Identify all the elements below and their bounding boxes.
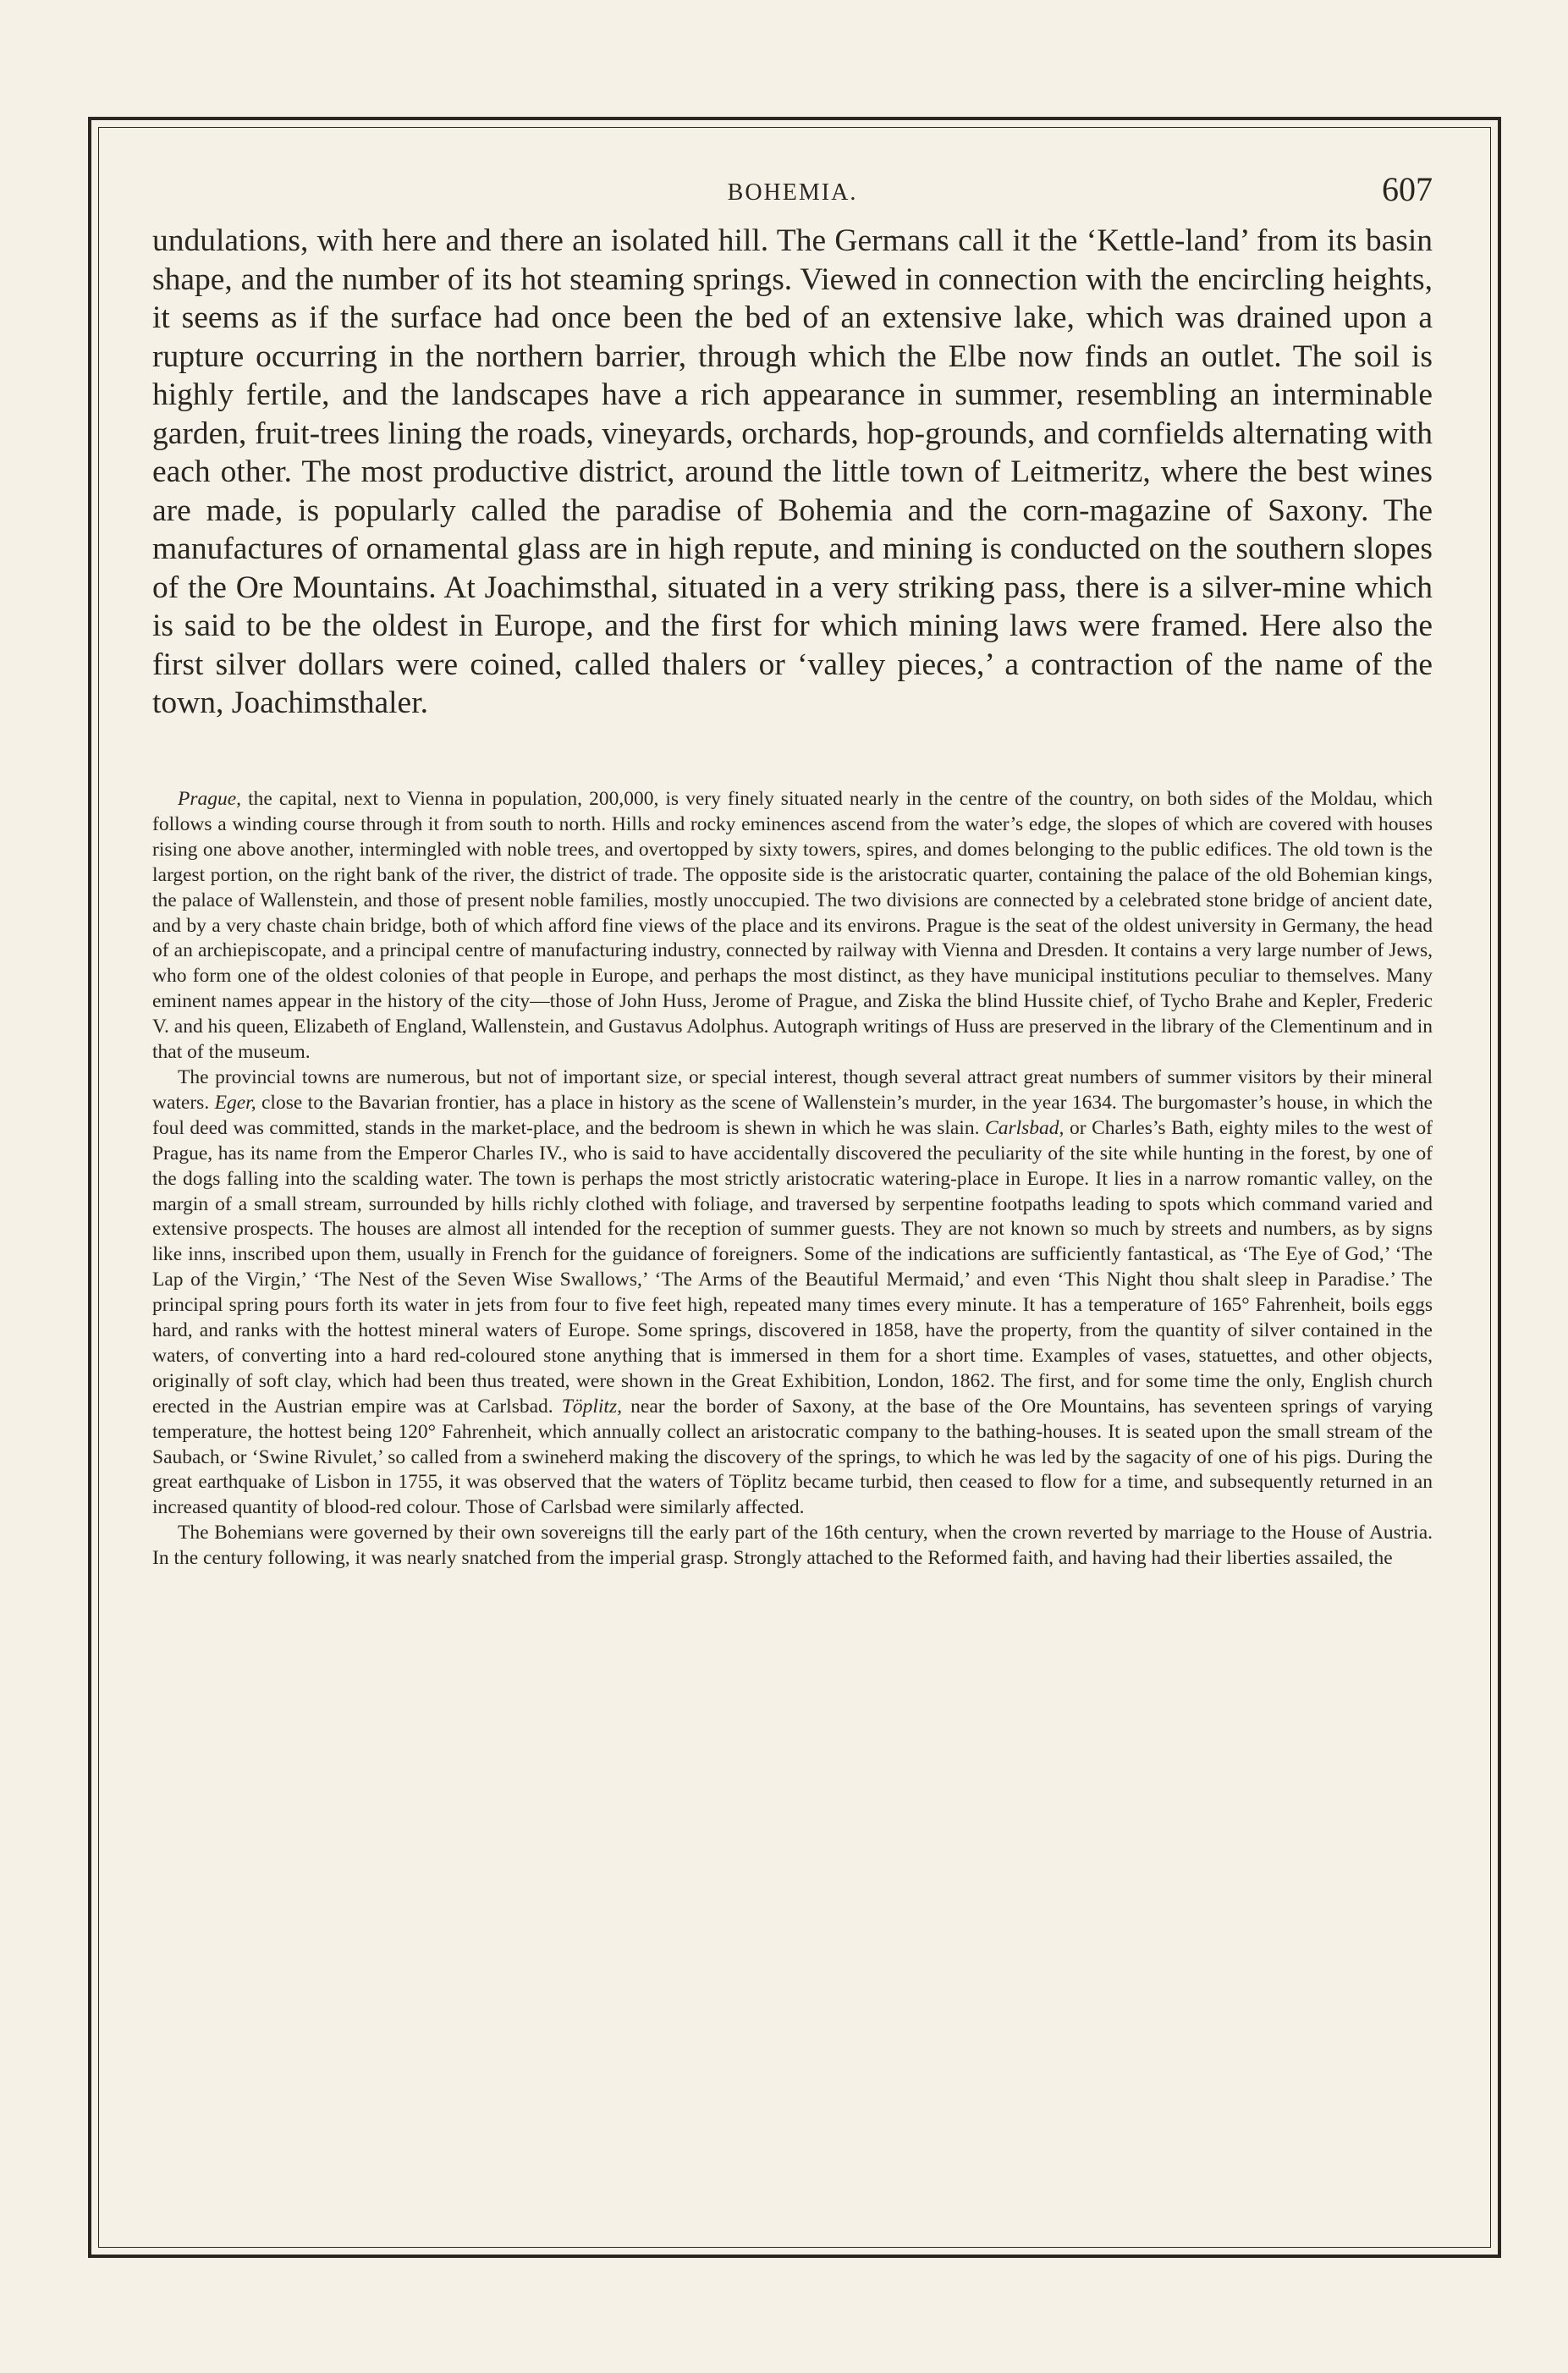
- provincial-text-2: close to the Bavarian frontier, has a place in history as the scene of Wallenstein’s murder, in the year 1634. The burgomaster’s house, in which the foul deed was committed, stands in the market-place, and the bedroom is shewn in which he was slain.: [152, 1091, 1433, 1139]
- provincial-text-3: or Charles’s Bath, eighty miles to the west of Prague, has its name from the Emperor Charles IV., who is said to have accidentally discovered the peculiarity of the site while hunting in the forest, by one of the dogs falling into the scalding water. The town is perhaps the most strictly aristocratic watering-place in Europe. It lies in a narrow romantic valley, on the margin of a small stream, surrounded by hills richly clothed with foliage, and traversed by serpentine footpaths leading to spots which command varied and extensive prospects. The houses are almost all intended for the reception of summer guests. They are not known so much by streets and numbers, as by signs like inns, inscribed upon them, usually in French for the guidance of foreigners. Some of the indications are sufficiently fantastical, as ‘The Eye of God,’ ‘The Lap of the Virgin,’ ‘The Nest of the Seven Wise Swallows,’ ‘The Arms of the Beautiful Mermaid,’ and even ‘This Night thou shalt sleep in Paradise.’ The principal spring pours forth its water in jets from four to five feet high, repeated many times every minute. It has a temperature of 165° Fahrenheit, boils eggs hard, and ranks with the hottest mineral waters of Europe. Some springs, discovered in 1858, have the property, from the quantity of silver contained in the waters, of converting into a hard red-coloured stone anything that is immersed in them for a short time. Examples of vases, statuettes, and other objects, originally of soft clay, which had been thus treated, were shown in the Great Exhibition, London, 1862. The first, and for some time the only, English church erected in the Austrian empire was at Carlsbad.: [152, 1116, 1433, 1418]
- term-prague: Prague,: [178, 788, 242, 810]
- term-eger: Eger,: [214, 1091, 256, 1114]
- provincial-text-4: near the border of Saxony, at the base of the Ore Mountains, has seventeen springs of varying temperature, the hottest being 120° Fahrenheit, which annually collect an aristocratic company to the bathing-houses. It is seated upon the small stream of the Saubach, or ‘Swine Rivulet,’ so called from a swineherd making the discovery of the springs, to which he was led by the sagacity of one of his pigs. During the great earthquake of Lisbon in 1755, it was observed that the waters of Töplitz became turbid, then ceased to flow for a time, and subsequently returned in an increased quantity of blood-red colour. Those of Carlsbad were similarly affected.: [152, 1395, 1433, 1519]
- page-header: [152, 166, 1433, 217]
- paragraph-history: The Bohemians were governed by their own sovereigns till the early part of the 16th century, when the crown reverted by marriage to the House of Austria. In the century following, it was nearly snatched from the imperial grasp. Strongly attached to the Reformed faith, and having had their liberties assailed, the: [152, 1522, 1433, 1570]
- paragraph-provincial-towns: [152, 1065, 1433, 1521]
- term-carlsbad: Carlsbad,: [985, 1116, 1065, 1139]
- prague-text: the capital, next to Vienna in population, 200,000, is very finely situated nearly in the centre of the country, on both sides of the Moldau, which follows a winding course through it from south to north. Hills and rocky eminences ascend from the water’s edge, the slopes of which are covered with houses rising one above another, intermingled with noble trees, and overtopped by sixty towers, spires, and domes belonging to the public edifices. The old town is the largest portion, on the right bank of the river, the district of trade. The opposite side is the aristocratic quarter, containing the palace of the old Bohemian kings, the palace of Wallenstein, and those of present noble families, mostly unoccupied. The two divisions are connected by a celebrated stone bridge of ancient date, and by a very chaste chain bridge, both of which afford fine views of the place and its environs. Prague is the seat of the oldest university in Germany, the head of an archiepiscopate, and a principal centre of manufacturing industry, connected by railway with Vienna and Dresden. It contains a very large number of Jews, who form one of the oldest colonies of that people in Europe, and perhaps the most distinct, as they have municipal institutions peculiar to themselves. Many eminent names appear in the history of the city—those of John Huss, Jerome of Prague, and Ziska the blind Hussite chief, of Tycho Brahe and Kepler, Frederic V. and his queen, Elizabeth of England, Wallenstein, and Gustavus Adolphus. Autograph writings of Huss are preserved in the library of the Clementinum and in that of the museum.: [152, 788, 1433, 1064]
- term-toplitz: Töplitz,: [561, 1395, 622, 1418]
- body-text: [152, 787, 1433, 1572]
- paragraph-prague: [152, 787, 1433, 1065]
- provincial-text-1: The provincial towns are numerous, but not of important size, or special interest, though several attract great numbers of summer visitors by their mineral waters.: [152, 1065, 1433, 1114]
- lead-paragraph: undulations, with here and there an isolated hill. The Germans call it the ‘Kettle-land’ from its basin shape, and the number of its hot steaming springs. Viewed in connection with the encircling heights, it seems as if the surface had once been the bed of an extensive lake, which was drained upon a rupture occurring in the northern barrier, through which the Elbe now finds an outlet. The soil is highly fertile, and the landscapes have a rich appearance in summer, resembling an interminable garden, fruit-trees lining the roads, vineyards, orchards, hop-grounds, and cornfields alternating with each other. The most productive district, around the little town of Leitmeritz, where the best wines are made, is popularly called the paradise of Bohemia and the corn-magazine of Saxony. The manufactures of ornamental glass are in high repute, and mining is conducted on the southern slopes of the Ore Mountains. At Joachimsthal, situated in a very striking pass, there is a silver-mine which is said to be the oldest in Europe, and the first for which mining laws were framed. Here also the first silver dollars were coined, called thalers or ‘valley pieces,’ a contraction of the name of the town, Joachimsthaler.: [152, 223, 1433, 720]
- running-head: BOHEMIA.: [727, 179, 858, 206]
- page-number: 607: [1382, 170, 1433, 208]
